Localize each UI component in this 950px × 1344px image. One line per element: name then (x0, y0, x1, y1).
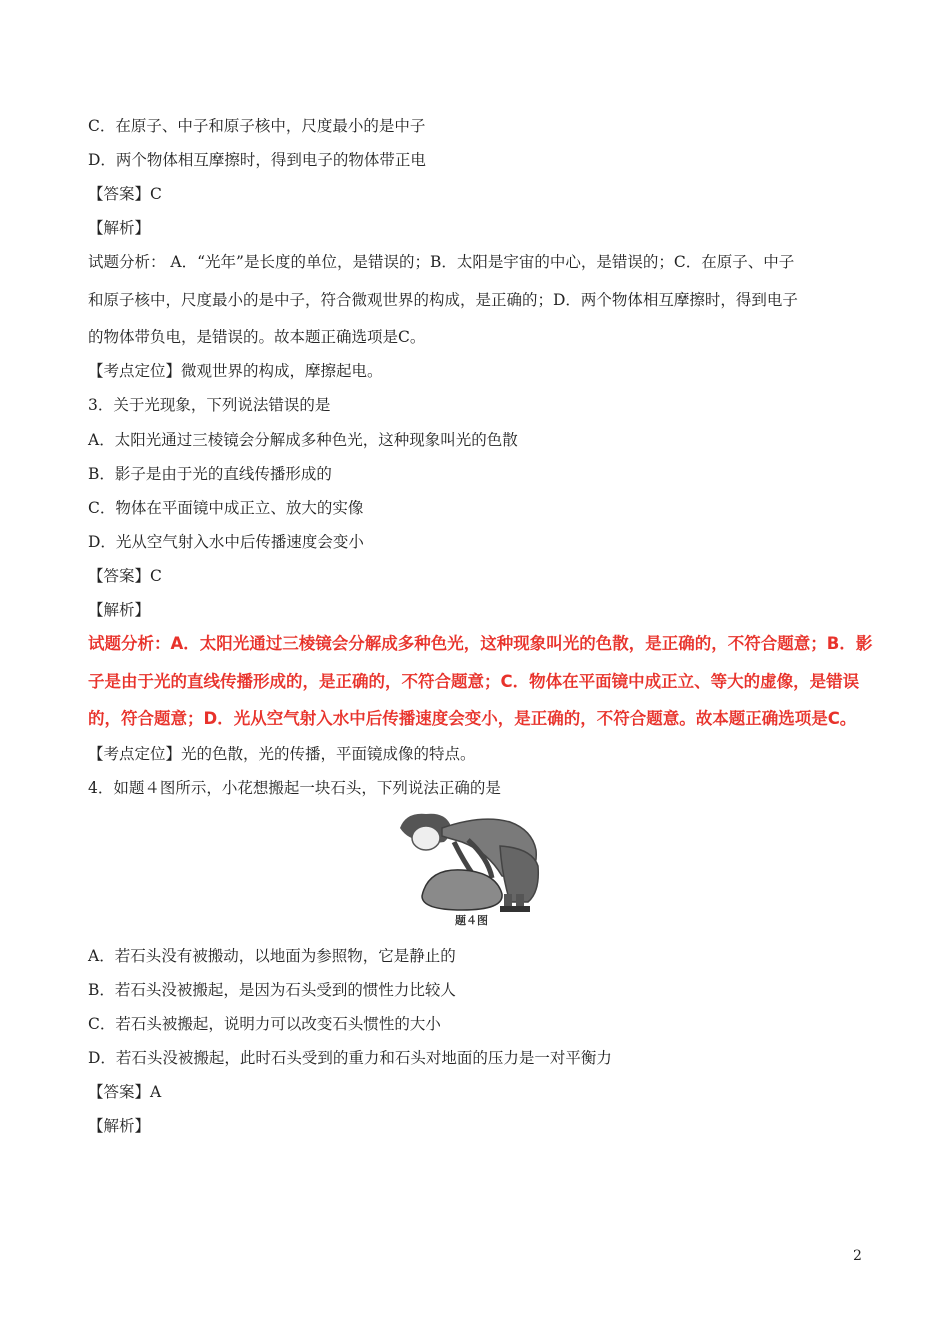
option-d-q3: D．光从空气射入水中后传播速度会变小 (88, 533, 364, 551)
question-3: 3．关于光现象，下列说法错误的是 (88, 396, 331, 414)
option-a-q3: A．太阳光通过三棱镜会分解成多种色光，这种现象叫光的色散 (88, 431, 518, 449)
analysis-text-q3-line3: 的，符合题意；D．光从空气射入水中后传播速度会变小，是正确的，不符合题意。故本题正确选项是C。 (88, 709, 857, 728)
analysis-heading-q4: 【解析】 (88, 1117, 151, 1135)
answer-q3: 【答案】C (88, 567, 162, 585)
analysis-text-q2-line3: 的物体带负电，是错误的。故本题正确选项是C。 (88, 328, 426, 346)
question-4: 4．如题４图所示，小花想搬起一块石头，下列说法正确的是 (88, 779, 501, 797)
analysis-text-q3-line2: 子是由于光的直线传播形成的，是正确的，不符合题意；C．物体在平面镜中成正立、等大的虚像，是错误 (88, 672, 860, 691)
figure-caption: 题４图 (455, 914, 488, 927)
option-b-q3: B．影子是由于光的直线传播形成的 (88, 465, 332, 483)
analysis-text-q3-line1: 试题分析：A．太阳光通过三棱镜会分解成多种色光，这种现象叫光的色散，是正确的，不符合题意；B．影 (88, 634, 873, 653)
answer-q2: 【答案】C (88, 185, 162, 203)
option-c-q3: C．物体在平面镜中成正立、放大的实像 (88, 499, 364, 517)
page-number: 2 (853, 1248, 862, 1264)
option-d-q2: D．两个物体相互摩擦时，得到电子的物体带正电 (88, 151, 426, 169)
option-a-q4: A．若石头没有被搬动，以地面为参照物，它是静止的 (88, 947, 456, 965)
knowledge-point-q2: 【考点定位】微观世界的构成，摩擦起电。 (88, 362, 383, 380)
knowledge-point-q3: 【考点定位】光的色散，光的传播，平面镜成像的特点。 (88, 745, 476, 763)
analysis-heading-q3: 【解析】 (88, 601, 151, 619)
analysis-heading-q2: 【解析】 (88, 219, 151, 237)
analysis-text-q2-line2: 和原子核中，尺度最小的是中子，符合微观世界的构成，是正确的；D．两个物体相互摩擦时，得到电子 (88, 291, 798, 309)
answer-q4: 【答案】A (88, 1083, 162, 1101)
option-c-q2: C．在原子、中子和原子核中，尺度最小的是中子 (88, 117, 426, 135)
analysis-text-q2-line1: 试题分析： A．“光年”是长度的单位，是错误的；B．太阳是宇宙的中心，是错误的；C．在原子、中子 (88, 253, 795, 271)
option-d-q4: D．若石头没被搬起，此时石头受到的重力和石头对地面的压力是一对平衡力 (88, 1049, 612, 1067)
option-b-q4: B．若石头没被搬起，是因为石头受到的惯性力比较人 (88, 981, 456, 999)
option-c-q4: C．若石头被搬起，说明力可以改变石头惯性的大小 (88, 1015, 441, 1033)
